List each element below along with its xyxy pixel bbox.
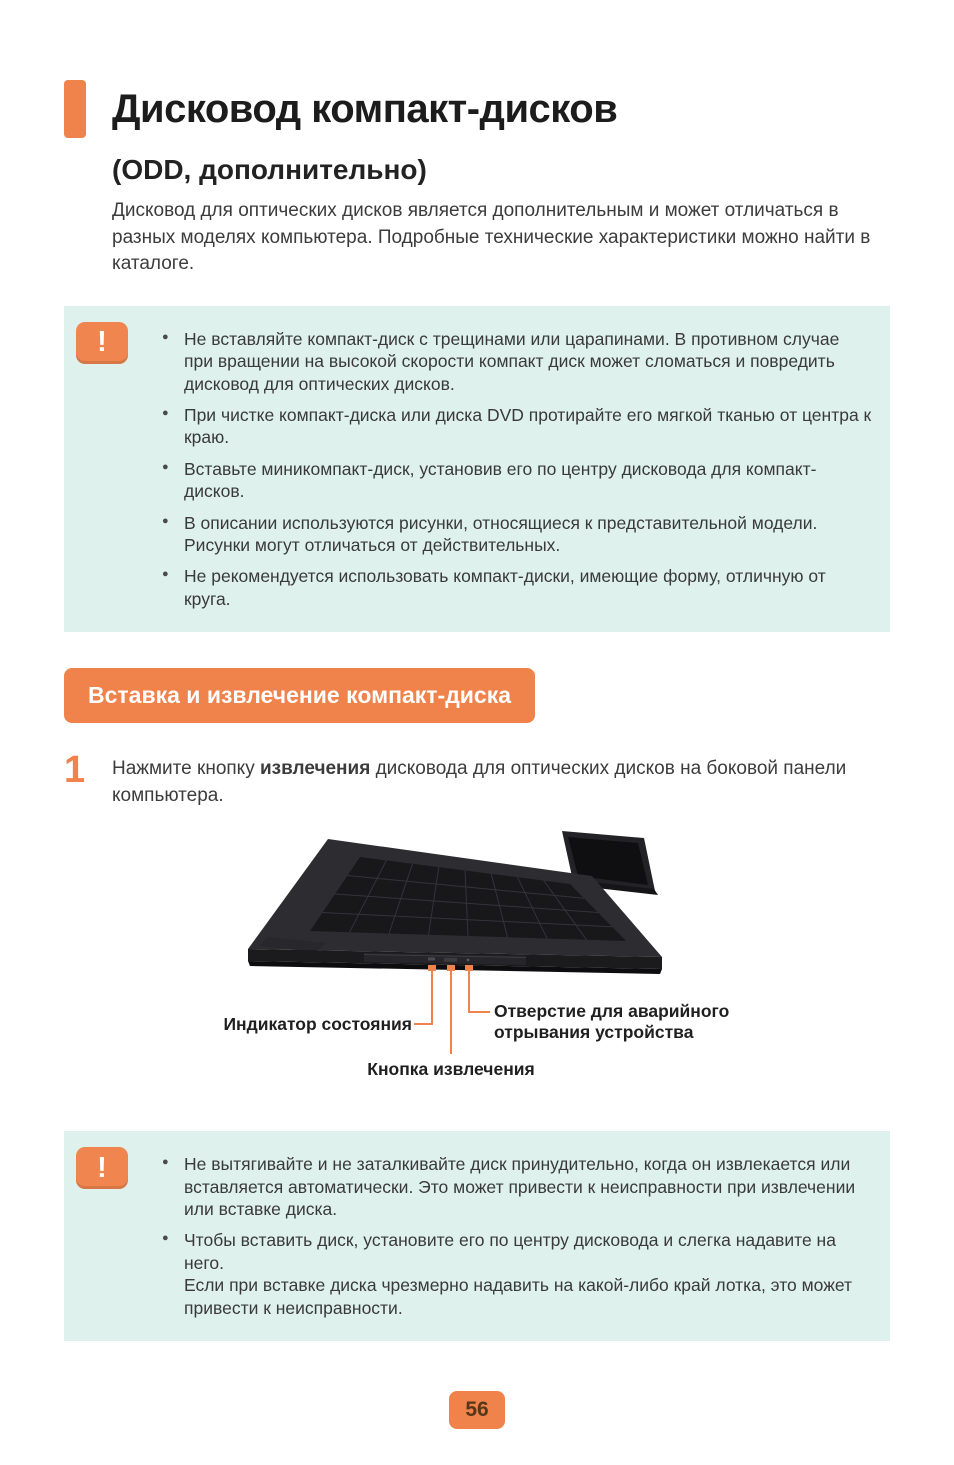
section-header-insert-eject: [64, 668, 535, 723]
step-bold-word: извлечения: [259, 758, 371, 780]
page-title: Дисковод компакт-дисков: [112, 86, 618, 131]
step-text: [112, 751, 890, 809]
caution-text: Чтобы вставить диск, установите его по центру дисковода и слегка надавите на него.: [184, 1230, 836, 1273]
caution-text: Не вытягивайте и не заталкивайте диск принудительно, когда он извлекается или вставляется автоматически. Это может привести к неисправности при извлечении или вставке диска.: [184, 1154, 856, 1220]
caution-text-continued: Если при вставке диска чрезмерно надавить на какой-либо край лотка, это может привести к неисправности.: [184, 1275, 853, 1318]
exclamation-glyph: !: [97, 1151, 107, 1184]
exclamation-glyph: !: [97, 326, 107, 359]
caution-text: Не вставляйте компакт-диск с трещинами или царапинами. В противном случае при вращении на высокой скорости компакт диск может сломаться и повредить дисковод для оптических дисков.: [184, 328, 840, 394]
intro-paragraph: Дисковод для оптических дисков является дополнительным и может отличаться в разных моделях компьютера. Подробные технические характеристики можно найти в каталоге.: [112, 200, 871, 275]
caution-box-2: [64, 1131, 890, 1341]
step-text-after: дисковода для оптических дисков на боковой панели компьютера.: [112, 758, 847, 806]
exclamation-icon: [76, 322, 128, 364]
laptop-illustration: [214, 829, 674, 989]
caution-text: При чистке компакт-диска или диска DVD протирайте его мягкой тканью от центра к краю.: [184, 404, 872, 448]
title-block: [64, 80, 890, 278]
page-footer: [64, 1391, 890, 1429]
caution-item: [160, 1229, 872, 1319]
step-number: 1: [64, 749, 86, 792]
section-title: Вставка и извлечение компакт-диска: [88, 682, 512, 709]
status-indicator-callout-line: [414, 1023, 433, 1025]
emergency-hole-label-line2: отрывания устройства: [494, 1021, 694, 1042]
caution-item: [160, 328, 872, 395]
page-subtitle: (ODD, дополнительно): [112, 154, 427, 185]
caution-item: [160, 1153, 872, 1220]
caution-item: [160, 512, 872, 557]
emergency-hole-label: [494, 1001, 729, 1042]
status-indicator-callout-line: [431, 969, 433, 1025]
step-text-before: Нажмите кнопку: [112, 758, 260, 780]
step-1: [64, 751, 890, 809]
caution-list-1: [160, 328, 872, 610]
caution-list-2: [160, 1153, 872, 1319]
caution-item: [160, 458, 872, 503]
caution-text: Вставьте миникомпакт-диск, установив его по центру дисковода для компакт-дисков.: [184, 458, 817, 502]
caution-item: [160, 565, 872, 610]
eject-button-callout-line: [450, 969, 452, 1054]
emergency-hole-callout-line: [468, 969, 470, 1013]
status-indicator-label: Индикатор состояния: [223, 1014, 412, 1035]
title-accent-bar: [64, 80, 86, 138]
page-number-badge: [449, 1391, 504, 1429]
eject-button-label: Кнопка извлечения: [367, 1059, 535, 1080]
laptop-figure: [214, 829, 914, 1089]
caution-text: В описании используются рисунки, относящиеся к представительной модели. Рисунки могут отличаться от действительных.: [184, 512, 818, 555]
emergency-hole-label-line1: Отверстие для аварийного: [494, 1001, 730, 1022]
emergency-hole-callout-line: [468, 1011, 490, 1013]
exclamation-icon: [76, 1147, 128, 1189]
caution-item: [160, 404, 872, 449]
caution-text: Не рекомендуется использовать компакт-диски, имеющие форму, отличную от круга.: [184, 566, 826, 609]
page-number: 56: [465, 1398, 489, 1421]
caution-box-1: [64, 306, 890, 632]
